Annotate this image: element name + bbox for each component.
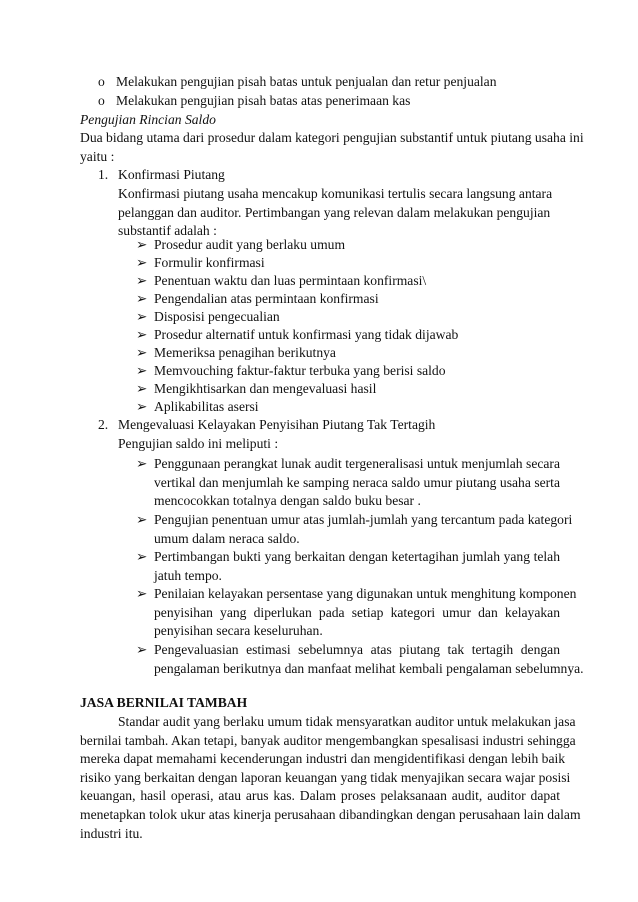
arrow-bullet-icon: ➢ bbox=[136, 512, 148, 527]
numbered-item-1: 1. Konfirmasi Piutang bbox=[98, 167, 225, 182]
list-item: o Melakukan pengujian pisah batas untuk penjualan dan retur penjualan bbox=[98, 73, 558, 92]
arrow-bullet-icon: ➢ bbox=[136, 237, 148, 252]
arrow-bullet-icon: ➢ bbox=[136, 642, 148, 657]
circle-bullet-icon: o bbox=[98, 74, 105, 89]
arrow-bullet-icon: ➢ bbox=[136, 363, 148, 378]
list-item: ➢ Disposisi pengecualian bbox=[136, 308, 560, 327]
arrow-bullet-icon: ➢ bbox=[136, 586, 148, 601]
arrow-bullet-icon: ➢ bbox=[136, 345, 148, 360]
list-item: ➢ Penggunaan perangkat lunak audit tergeneralisasi untuk menjumlah secara vertikal dan menjumlah ke samping neraca saldo umur piutang usaha serta mencocokkan totalnya dengan saldo buku besar . bbox=[136, 456, 560, 509]
arrow-bullet-icon: ➢ bbox=[136, 291, 148, 306]
list-item: ➢ Prosedur audit yang berlaku umum bbox=[136, 236, 560, 255]
arrow-bullet-icon: ➢ bbox=[136, 273, 148, 288]
arrow-bullet-icon: ➢ bbox=[136, 309, 148, 324]
arrow-bullet-icon: ➢ bbox=[136, 255, 148, 270]
item-2-subtitle: Pengujian saldo ini meliputi : bbox=[118, 436, 279, 451]
circle-bullet-icon: o bbox=[98, 93, 105, 108]
intro-paragraph: Dua bidang utama dari prosedur dalam kategori pengujian substantif untuk piutang usaha ini yaitu : bbox=[80, 130, 584, 164]
list-item: ➢ Penilaian kelayakan persentase yang digunakan untuk menghitung komponen penyisihan yang diperlukan pada setiap kategori umur dan kelayakan penyisihan secara keseluruhan. bbox=[136, 586, 577, 639]
list-item: ➢ Pengujian penentuan umur atas jumlah-jumlah yang tercantum pada kategori umum dalam neraca saldo. bbox=[136, 512, 573, 546]
list-item: ➢ Formulir konfirmasi bbox=[136, 254, 560, 273]
section-2-paragraph: Standar audit yang berlaku umum tidak mensyaratkan auditor untuk melakukan jasa bernilai tambah. Akan tetapi, banyak auditor mengembangkan spesalisasi industri sehingga mereka dapat memahami kecenderungan industri dan mengidentifikasi dengan lebih baik risiko yang berkaitan dengan laporan keuangan yang tidak menyajikan secara wajar posisi keuangan, hasil operasi, atau arus kas. Dalam proses pelaksanaan audit, auditor dapat menetapkan tolok ukur atas kinerja perusahaan dibandingkan dengan perusahaan lain dalam industri itu. bbox=[80, 714, 581, 841]
list-item: ➢ Pertimbangan bukti yang berkaitan dengan ketertagihan jumlah yang telah jatuh tempo. bbox=[136, 549, 560, 583]
list-item: ➢ Mengikhtisarkan dan mengevaluasi hasil bbox=[136, 380, 560, 399]
section-heading-rincian-saldo: Pengujian Rincian Saldo bbox=[80, 112, 216, 127]
arrow-bullet-icon: ➢ bbox=[136, 327, 148, 342]
item-1-description: Konfirmasi piutang usaha mencakup komunikasi tertulis secara langsung antara pelanggan dan auditor. Pertimbangan yang relevan dalam melakukan pengujian substantif adalah : bbox=[118, 186, 553, 239]
list-item: ➢ Pengendalian atas permintaan konfirmasi bbox=[136, 290, 560, 309]
arrow-bullet-icon: ➢ bbox=[136, 549, 148, 564]
section-heading-jasa-bernilai-tambah: JASA BERNILAI TAMBAH bbox=[80, 695, 248, 710]
list-item: ➢ Penentuan waktu dan luas permintaan konfirmasi\ bbox=[136, 272, 560, 291]
list-item: o Melakukan pengujian pisah batas atas penerimaan kas bbox=[98, 92, 558, 111]
arrow-bullet-icon: ➢ bbox=[136, 399, 148, 414]
list-item: ➢ Prosedur alternatif untuk konfirmasi yang tidak dijawab bbox=[136, 326, 560, 345]
list-item: ➢ Aplikabilitas asersi bbox=[136, 398, 560, 417]
arrow-bullet-icon: ➢ bbox=[136, 381, 148, 396]
numbered-item-2: 2. Mengevaluasi Kelayakan Penyisihan Piutang Tak Tertagih bbox=[98, 417, 436, 432]
list-item: ➢ Memeriksa penagihan berikutnya bbox=[136, 344, 560, 363]
arrow-bullet-icon: ➢ bbox=[136, 456, 148, 471]
list-item: ➢ Pengevaluasian estimasi sebelumnya atas piutang tak tertagih dengan pengalaman berikutnya dan manfaat melihat kembali pengalaman sebelumnya. bbox=[136, 642, 584, 676]
list-item: ➢ Memvouching faktur-faktur terbuka yang berisi saldo bbox=[136, 362, 560, 381]
